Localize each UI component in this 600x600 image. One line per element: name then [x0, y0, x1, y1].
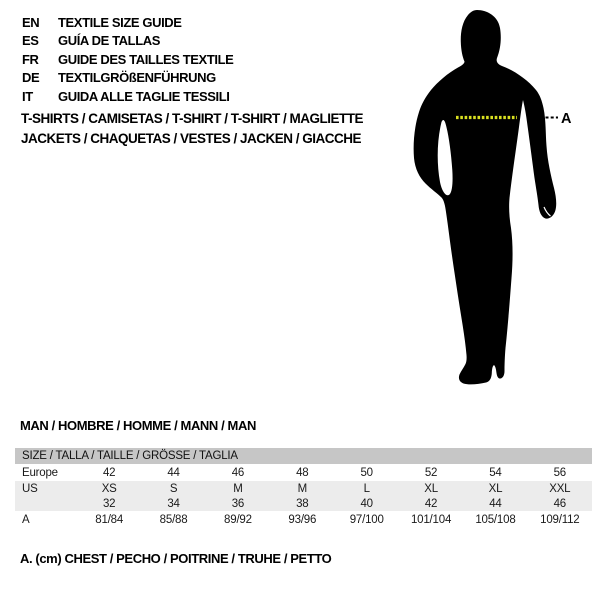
language-label: GUIDE DES TAILLES TEXTILE: [58, 51, 234, 67]
language-code: EN: [22, 14, 40, 30]
size-cell: 46: [231, 466, 245, 479]
size-cell: XL: [424, 482, 438, 495]
size-cell: 109/112: [540, 513, 580, 526]
size-cell: 32: [102, 497, 116, 510]
table-row-chest-a: [15, 511, 592, 528]
size-cell: 85/88: [159, 513, 188, 526]
size-cell: M: [233, 482, 243, 495]
category-tshirts: T-SHIRTS / CAMISETAS / T-SHIRT / T-SHIRT / MAGLIETTE: [21, 111, 364, 126]
size-cell: 44: [489, 497, 502, 510]
size-cell: 36: [231, 497, 245, 510]
man-silhouette-figure: [390, 0, 600, 400]
size-cell: 42: [102, 466, 116, 479]
table-row-us-numeric: [15, 496, 592, 511]
section-title-man: MAN / HOMBRE / HOMME / MANN / MAN: [20, 418, 256, 433]
language-row-es: [22, 32, 233, 51]
language-label: GUÍA DE TALLAS: [58, 33, 161, 49]
size-cell: 42: [424, 497, 438, 510]
size-cell: L: [363, 482, 370, 495]
language-row-it: [22, 87, 233, 106]
language-code: DE: [22, 70, 40, 86]
language-row-de: [22, 69, 233, 88]
size-cell: M: [297, 482, 307, 495]
size-cell: 34: [167, 497, 180, 510]
language-guide: [22, 13, 233, 106]
table-row-us: [15, 481, 592, 496]
row-label: Europe: [22, 466, 58, 479]
size-cell: 46: [553, 497, 567, 510]
size-cell: 81/84: [95, 513, 124, 526]
table-row-europe: [15, 464, 592, 481]
language-label: TEXTILGRÖßENFÜHRUNG: [58, 70, 216, 86]
size-cell: 40: [360, 497, 373, 510]
size-cell: 56: [553, 466, 567, 479]
size-cell: 93/96: [288, 513, 317, 526]
size-table-header: SIZE / TALLA / TAILLE / GRÖSSE / TAGLIA: [15, 448, 592, 464]
language-code: ES: [22, 33, 39, 49]
man-silhouette: [414, 10, 557, 384]
measurement-footnote: A. (cm) CHEST / PECHO / POITRINE / TRUHE / PETTO: [20, 551, 332, 566]
language-row-en: [22, 13, 233, 32]
language-label: GUIDA ALLE TAGLIE TESSILI: [58, 88, 230, 104]
row-label: US: [22, 482, 38, 495]
size-cell: XXL: [549, 482, 571, 495]
category-jackets: JACKETS / CHAQUETAS / VESTES / JACKEN / GIACCHE: [21, 130, 362, 146]
size-cell: 50: [360, 466, 373, 479]
size-cell: XL: [488, 482, 503, 495]
measurement-label-a: A: [561, 111, 572, 127]
size-cell: 52: [424, 466, 438, 479]
size-cell: 44: [167, 466, 180, 479]
size-cell: 105/108: [475, 513, 516, 526]
size-table: [15, 448, 592, 528]
language-row-fr: [22, 50, 233, 69]
size-cell: 54: [489, 466, 502, 479]
size-cell: 101/104: [410, 513, 452, 526]
language-code: FR: [22, 51, 39, 67]
size-cell: 38: [296, 497, 309, 510]
language-label: TEXTILE SIZE GUIDE: [58, 14, 182, 30]
size-cell: 48: [296, 466, 309, 479]
size-cell: 97/100: [349, 513, 384, 526]
garment-categories: [21, 109, 363, 148]
size-cell: 89/92: [224, 513, 252, 526]
size-cell: XS: [101, 482, 117, 495]
row-label: A: [22, 513, 30, 526]
language-code: IT: [22, 88, 33, 104]
size-cell: S: [169, 482, 178, 495]
